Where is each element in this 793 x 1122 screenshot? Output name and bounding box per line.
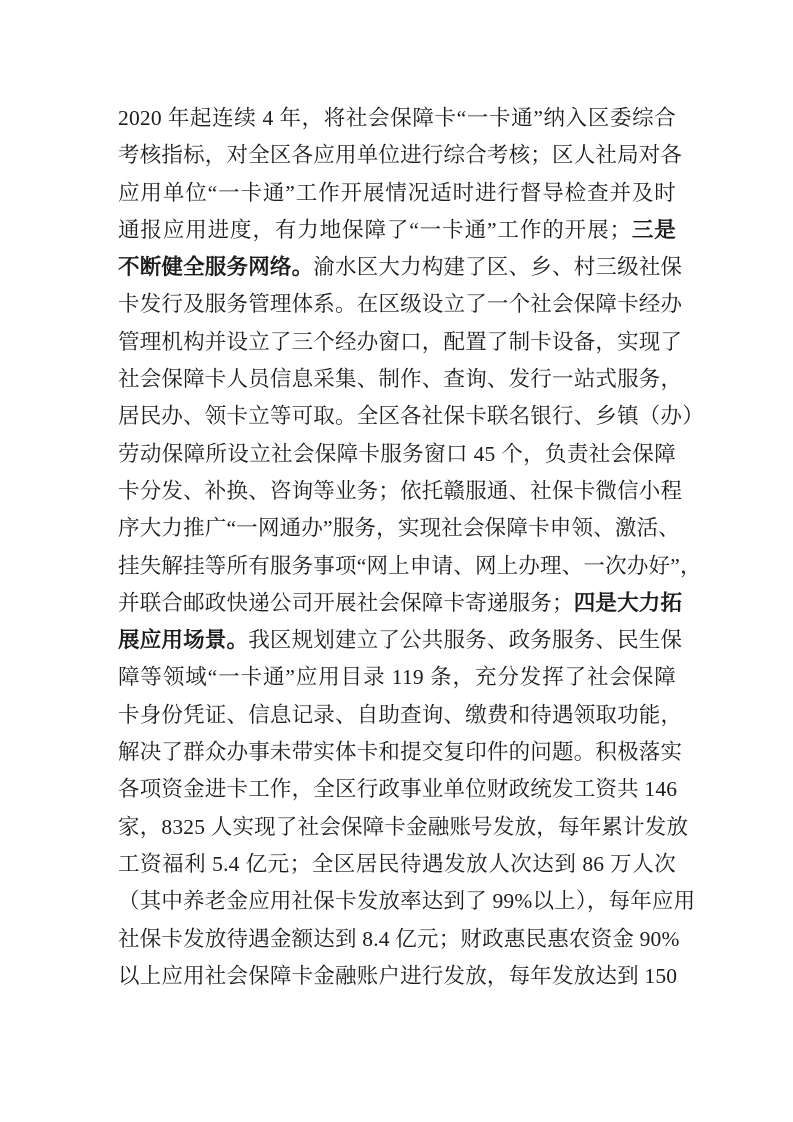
text-segment: 序大力推广“一网通办”服务，实现社会保障卡申领、激活、 — [118, 516, 680, 541]
text-line — [118, 175, 676, 212]
text-line — [118, 659, 676, 696]
text-segment: 我区规划建立了公共服务、政务服务、民生保 — [248, 628, 683, 653]
text-line — [118, 809, 689, 846]
text-line — [118, 734, 683, 771]
text-line — [118, 958, 676, 995]
text-segment: 居民办、领卡立等可取。全区各社保卡联名银行、乡镇（办） — [118, 404, 704, 429]
text-segment: （其中养老金应用社保卡发放率达到了 99%以上），每年应用 — [118, 889, 696, 914]
text-line — [118, 697, 683, 734]
text-line — [118, 473, 683, 510]
text-segment: 并联合邮政快递公司开展社会保障卡寄递服务； — [118, 590, 574, 615]
text-segment: 管理机构并设立了三个经办窗口，配置了制卡设备，实现了 — [118, 329, 683, 354]
text-line — [118, 771, 676, 808]
page-text — [118, 100, 704, 995]
text-segment: 考核指标，对全区各应用单位进行综合考核；区人社局对各 — [118, 143, 683, 168]
bold-text-segment: 四是大力拓 — [573, 590, 683, 615]
text-line — [118, 846, 676, 883]
text-line — [118, 921, 680, 958]
text-segment: 障等领域“一卡通”应用目录 119 条，充分发挥了社会保障 — [118, 665, 676, 690]
text-segment: 挂失解挂等所有服务事项“网上申请、网上办理、一次办好”， — [118, 553, 702, 578]
text-segment: 通报应用进度，有力地保障了“一卡通”工作的开展； — [118, 217, 632, 242]
text-line — [118, 212, 676, 249]
text-line — [118, 883, 696, 920]
text-segment: 以上应用社会保障卡金融账户进行发放，每年发放达到 150 — [118, 963, 678, 988]
text-segment: 工资福利 5.4 亿元；全区居民待遇发放人次达到 86 万人次 — [118, 851, 676, 876]
bold-text-segment: 不断健全服务网络。 — [118, 255, 314, 280]
text-segment: 各项资金进卡工作，全区行政事业单位财政统发工资共 146 — [118, 777, 678, 802]
text-segment: 社会保障卡人员信息采集、制作、查询、发行一站式服务， — [118, 367, 683, 392]
text-line — [118, 249, 683, 286]
text-segment: 卡发行及服务管理体系。在区级设立了一个社会保障卡经办 — [118, 292, 683, 317]
text-segment: 卡分发、补换、咨询等业务；依托赣服通、社保卡微信小程 — [118, 478, 683, 503]
text-segment: 渝水区大力构建了区、乡、村三级社保 — [313, 255, 683, 280]
text-line — [118, 100, 676, 137]
text-line — [118, 286, 683, 323]
text-line — [118, 548, 702, 585]
text-segment: 解决了群众办事未带实体卡和提交复印件的问题。积极落实 — [118, 740, 683, 765]
text-segment: 2020 年起连续 4 年，将社会保障卡“一卡通”纳入区委综合 — [118, 106, 676, 130]
text-line — [118, 510, 680, 547]
bold-text-segment: 三是 — [631, 217, 677, 242]
text-line — [118, 585, 683, 622]
bold-text-segment: 展应用场景。 — [118, 628, 249, 653]
text-line — [118, 361, 683, 398]
text-line — [118, 436, 676, 473]
text-line — [118, 622, 683, 659]
text-segment: 家，8325 人实现了社会保障卡金融账号发放，每年累计发放 — [118, 814, 689, 839]
text-segment: 卡身份凭证、信息记录、自助查询、缴费和待遇领取功能， — [118, 702, 683, 727]
text-line — [118, 137, 683, 174]
text-line — [118, 324, 683, 361]
text-line — [118, 398, 704, 435]
text-segment: 劳动保障所设立社会保障卡服务窗口 45 个，负责社会保障 — [118, 441, 676, 466]
text-segment: 社保卡发放待遇金额达到 8.4 亿元；财政惠民惠农资金 90% — [118, 926, 680, 951]
text-segment: 应用单位“一卡通”工作开展情况适时进行督导检查并及时 — [118, 180, 676, 205]
